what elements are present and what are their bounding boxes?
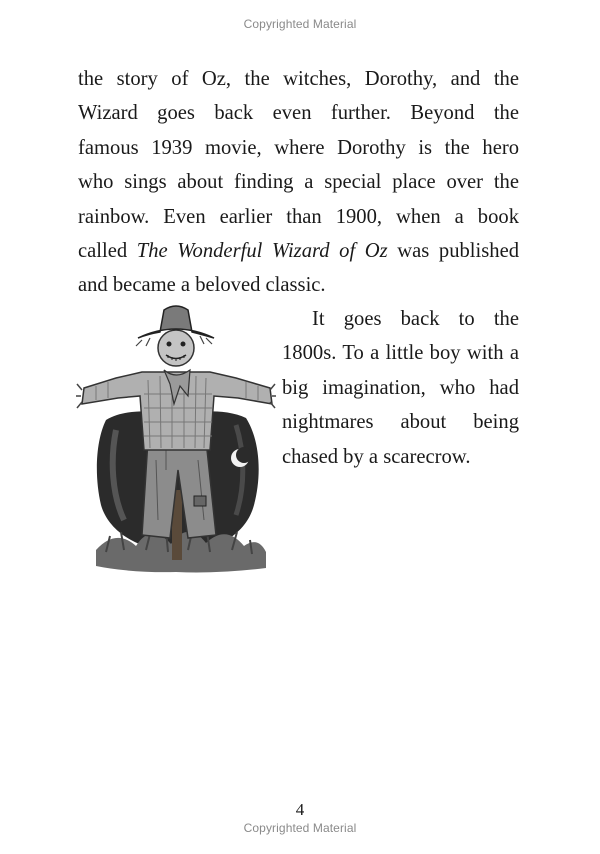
paragraph-1 [78, 62, 519, 303]
paragraph-1-line: and became a beloved classic. [78, 274, 326, 297]
paragraph-1-line: famous 1939 movie, where Dorothy is the hero [78, 136, 519, 159]
paragraph-1-line: Wizard goes back even further. Beyond the [78, 102, 519, 125]
paragraph-2 [282, 302, 519, 474]
paragraph-1-line-with-title [78, 234, 519, 268]
paragraph-2-line: chased by a scarecrow. [282, 445, 471, 468]
watermark-top: Copyrighted Material [243, 17, 357, 31]
book-title: The Wonderful Wizard of Oz [136, 240, 388, 263]
paragraph-1-line: rainbow. Even earlier than 1900, when a book [78, 205, 519, 228]
paragraph-1-line: the story of Oz, the witches, Dorothy, and the [78, 68, 519, 90]
text-segment: was published [387, 240, 520, 263]
page-number: 4 [295, 800, 305, 819]
paragraph-2-line: 1800s. To a little boy with a [282, 342, 519, 365]
text-segment: called [78, 240, 137, 263]
watermark-bottom: Copyrighted Material [243, 821, 357, 835]
paragraph-2-line: big imagination, who had [282, 376, 519, 399]
scarecrow-illustration [76, 300, 276, 575]
paragraph-2-line: nightmares about being [282, 411, 519, 434]
paragraph-1-line: who sings about finding a special place over the [78, 171, 519, 194]
paragraph-2-line: It goes back to the [312, 308, 519, 330]
